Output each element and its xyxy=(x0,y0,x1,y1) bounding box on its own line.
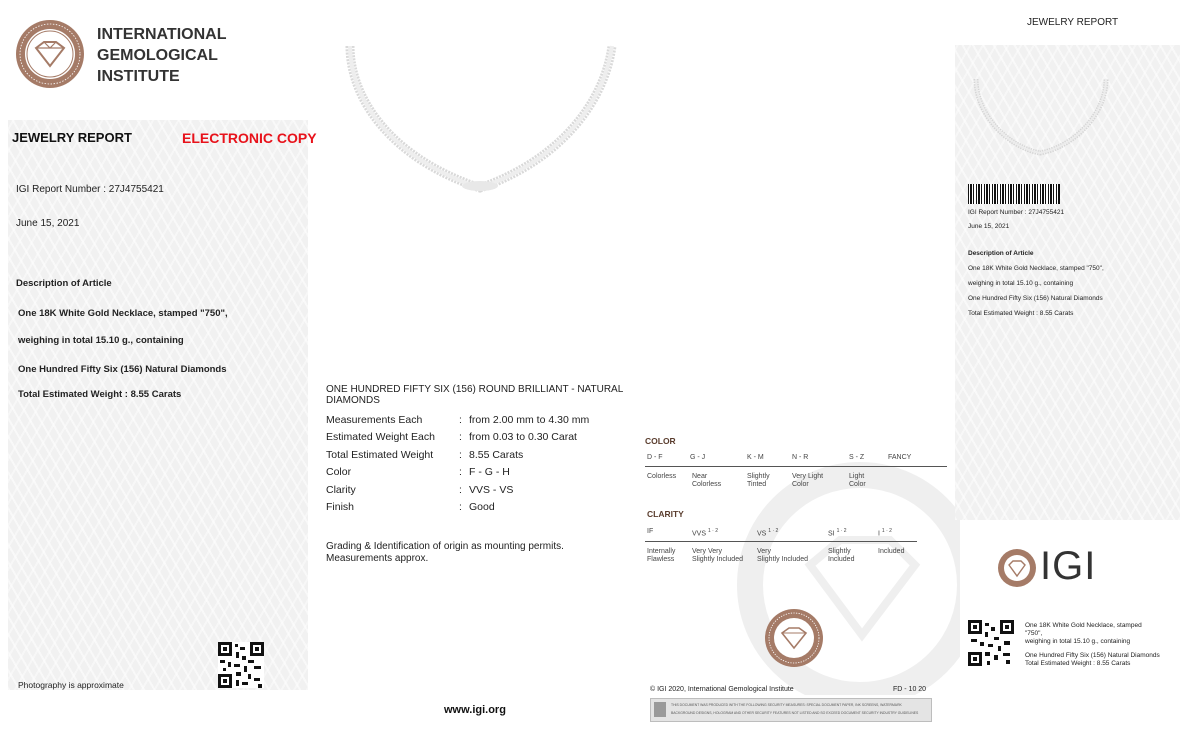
barcode xyxy=(968,184,1060,204)
igi-brand-seal xyxy=(997,548,1037,593)
color-description: Near xyxy=(692,473,708,480)
right-report-date: June 15, 2021 xyxy=(968,223,1010,230)
igi-gold-seal xyxy=(764,608,824,673)
color-grade: S - Z xyxy=(849,454,865,461)
clarity-grade: I $^{1 \cdot 2}$ xyxy=(878,528,892,538)
grading-note-line-1: Grading & Identification of origin as mounting permits. xyxy=(326,541,564,552)
igi-seal-logo xyxy=(14,18,86,95)
right-description-line: One Hundred Fifty Six (156) Natural Diamonds xyxy=(968,295,1103,302)
spec-separator: : xyxy=(459,448,462,461)
photo-disclaimer: Photography is approximate xyxy=(18,680,124,690)
color-description: Color xyxy=(849,481,866,488)
spec-label: Measurements Each xyxy=(326,413,423,426)
color-description: Slightly xyxy=(747,473,770,480)
copyright-text: © IGI 2020, International Gemological Institute xyxy=(650,686,794,693)
spec-separator: : xyxy=(459,501,462,514)
description-heading: Description of Article xyxy=(16,278,112,289)
clarity-grade: VVS $^{1 \cdot 2}$ xyxy=(692,528,718,538)
color-grade: G - J xyxy=(690,454,706,461)
stub-line: One Hundred Fifty Six (156) Natural Diamonds xyxy=(1025,652,1160,659)
spec-row xyxy=(326,464,626,482)
description-line: One Hundred Fifty Six (156) Natural Diamonds xyxy=(18,364,227,375)
spec-row xyxy=(326,429,626,447)
spec-separator: : xyxy=(459,466,462,479)
spec-value: F - G - H xyxy=(469,466,510,479)
description-line: weighing in total 15.10 g., containing xyxy=(18,335,184,346)
spec-separator: : xyxy=(459,431,462,444)
left-panel-background xyxy=(8,120,308,690)
stone-heading: ONE HUNDRED FIFTY SIX (156) ROUND BRILLIANT - NATURAL DIAMONDS xyxy=(326,384,623,406)
security-text-line-2: BACKGROUND DESIGNS, HOLOGRAM AND OTHER SECURITY FEATURES NOT LISTED AND SO EXCEED DOCUMENT SECURITY INDUSTRY GUIDELINES xyxy=(671,711,919,715)
qr-code xyxy=(218,642,264,688)
necklace-thumbnail xyxy=(968,75,1113,160)
clarity-description: Included xyxy=(878,548,905,555)
spec-separator: : xyxy=(459,483,462,496)
clarity-description: Included xyxy=(828,556,855,563)
spec-label: Finish xyxy=(326,501,355,514)
clarity-description: Slightly xyxy=(828,548,851,555)
spec-label: Estimated Weight Each xyxy=(326,431,435,444)
clarity-scale-line xyxy=(645,541,917,542)
description-line: Total Estimated Weight : 8.55 Carats xyxy=(18,389,182,400)
clarity-grade: VS $^{1 \cdot 2}$ xyxy=(757,528,779,538)
spec-row xyxy=(326,411,626,429)
document-icon xyxy=(654,702,666,717)
stub-line: Total Estimated Weight : 8.55 Carats xyxy=(1025,660,1131,667)
spec-value: VVS - VS xyxy=(469,483,514,496)
color-grade: FANCY xyxy=(888,454,912,461)
color-description: Very Light xyxy=(792,473,824,480)
form-code: FD - 10 20 xyxy=(893,686,927,693)
clarity-description: Very xyxy=(757,548,772,555)
electronic-copy-label: ELECTRONIC COPY xyxy=(182,130,317,146)
report-date: June 15, 2021 xyxy=(16,218,80,229)
clarity-description: Very Very xyxy=(692,548,722,555)
color-description: Color xyxy=(792,481,809,488)
igi-brand-text: IGI xyxy=(1040,544,1097,588)
color-grade: N - R xyxy=(792,454,809,461)
color-grade: D - F xyxy=(647,454,663,461)
spec-row xyxy=(326,481,626,499)
spec-value: 8.55 Carats xyxy=(469,448,524,461)
website-link[interactable]: www.igi.org xyxy=(444,704,506,716)
color-description: Tinted xyxy=(747,481,767,488)
color-scale-heading: COLOR xyxy=(645,436,676,446)
right-qr-code xyxy=(968,620,1014,666)
color-description: Light xyxy=(849,473,865,480)
right-description-line: Total Estimated Weight : 8.55 Carats xyxy=(968,310,1074,317)
institute-name-line-3: INSTITUTE xyxy=(97,68,180,85)
right-description-line: One 18K White Gold Necklace, stamped "750", xyxy=(968,265,1104,272)
clarity-description: Slightly Included xyxy=(692,556,743,563)
right-report-number: IGI Report Number : 27J4755421 xyxy=(968,209,1065,216)
color-description: Colorless xyxy=(647,473,677,480)
spec-row xyxy=(326,499,626,517)
clarity-description: Internally xyxy=(647,548,676,555)
specs-table xyxy=(326,411,626,516)
spec-value: Good xyxy=(469,501,495,514)
clarity-grade: IF xyxy=(647,528,654,535)
security-text-line-1: THIS DOCUMENT WAS PRODUCED WITH THE FOLLOWING SECURITY MEASURES: SPECIAL DOCUMENT PAPER, INK SCREENS, WATERMARK xyxy=(671,703,902,707)
clarity-description: Slightly Included xyxy=(757,556,808,563)
clarity-grade: SI $^{1 \cdot 2}$ xyxy=(828,528,847,538)
spec-label: Total Estimated Weight xyxy=(326,448,434,461)
clarity-description: Flawless xyxy=(647,556,675,563)
spec-row xyxy=(326,446,626,464)
spec-value: from 2.00 mm to 4.30 mm xyxy=(469,413,590,426)
security-banner xyxy=(650,698,932,722)
report-title: JEWELRY REPORT xyxy=(12,130,132,145)
necklace-photo xyxy=(330,38,625,198)
grading-note-line-2: Measurements approx. xyxy=(326,553,429,564)
stub-line: "750", xyxy=(1025,630,1043,637)
right-description-line: weighing in total 15.10 g., containing xyxy=(968,280,1074,287)
stub-line: weighing in total 15.10 g., containing xyxy=(1025,638,1131,645)
spec-label: Clarity xyxy=(326,483,356,496)
spec-value: from 0.03 to 0.30 Carat xyxy=(469,431,577,444)
right-report-title: JEWELRY REPORT xyxy=(1027,17,1119,28)
color-description: Colorless xyxy=(692,481,722,488)
right-description-heading: Description of Article xyxy=(968,250,1034,257)
stub-line: One 18K White Gold Necklace, stamped xyxy=(1025,622,1142,629)
report-number: IGI Report Number : 27J4755421 xyxy=(16,184,164,195)
color-scale-line xyxy=(645,466,947,467)
institute-name-line-1: INTERNATIONAL xyxy=(97,26,227,43)
clarity-scale-heading: CLARITY xyxy=(647,509,684,519)
spec-separator: : xyxy=(459,413,462,426)
spec-label: Color xyxy=(326,466,352,479)
color-grade: K - M xyxy=(747,454,764,461)
institute-name-line-2: GEMOLOGICAL xyxy=(97,47,218,64)
description-line: One 18K White Gold Necklace, stamped "750", xyxy=(18,308,228,319)
